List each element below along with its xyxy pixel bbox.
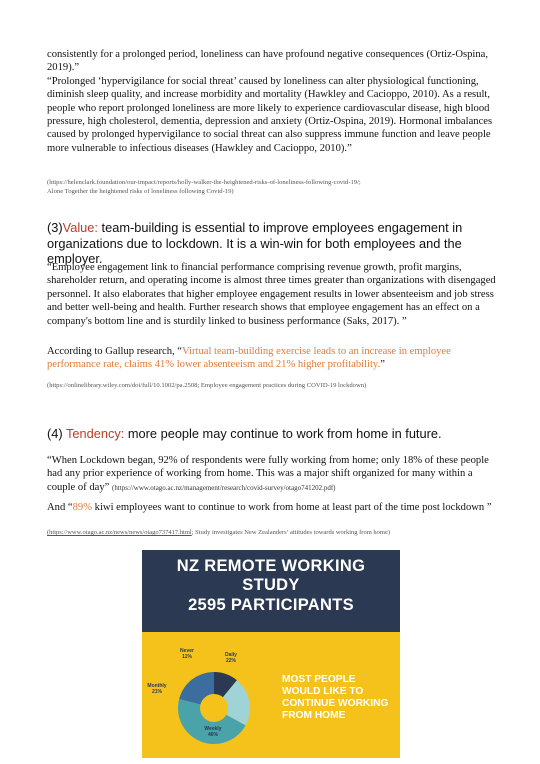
pie-label-monthly: Monthly 21% [147,683,167,695]
pie-label-never: Never 11% [180,648,194,660]
quote-2-prefix: And “ [47,502,73,513]
section-3-number: (3) [47,220,63,235]
intro-paragraph-2: “Prolonged ‘hypervigilance for social threat’ caused by loneliness can alter physiological functioning, diminish sleep quality, and increase morbidity and mortality (Hawkley and Cacioppo, 2010). As a result, people who report prolonged loneliness are more likely to experience cardiovascular disease, high blood pressure, high cholesterol, dementia, depression and anxiety (Ortiz-Ospina, 2019). Hormonal imbalances caused by prolonged hypervigilance to social threat can also suppress immune function and leave people more vulnerable to infectious diseases (Hawkley and Cacioppo, 2010).” [47,75,493,154]
section-3-keyword: Value: [62,220,98,235]
quote-1-citation: (https://www.otago.ac.nz/management/research/covid-survey/otago741202.pdf) [112,483,336,492]
pie-slice-monthly [179,672,214,705]
intro-citation-line-1: (https://helenclark.foundation/our-impact/reports/holly-walker-the-heightened-risks-of-loneliness-following-covid-19/; [47,179,361,186]
section-3-heading [47,220,499,267]
quote-2-paragraph [47,501,499,514]
pie-label-weekly: Weekly 46% [204,726,222,738]
gallup-suffix: ” [380,359,385,371]
section-3-gallup [47,345,499,372]
section-3-citation-text: (https://onlinelibrary.wiley.com/doi/full/10.1002/pa.2508; Employee engagement practices during COVID-19 lockdown) [47,382,367,389]
poster-title-line-2: STUDY [242,576,300,594]
poster-title-line-1: NZ REMOTE WORKING [176,557,366,575]
poster-title-line-3: 2595 PARTICIPANTS [188,596,354,614]
section-4-number: (4) [47,426,63,441]
section-4-quote-2 [47,501,499,514]
section-4-citation-text [47,528,499,537]
section-4-heading [47,426,499,442]
section-3-quote [47,261,499,328]
section-3-heading-text: team-building is essential to improve employees engagement in organizations due to lockdown. It is a win-win for both employees and the employer. [47,220,463,266]
intro-citation-line-2: Alone Together the heightened risks of loneliness following Covid-19) [47,188,234,195]
section-3-citation [47,381,499,390]
quote-2-text: kiwi employees want to continue to work from home at least part of the time post lockdown ” [92,502,492,513]
section-4-keyword: Tendency: [65,426,125,441]
intro-citation [47,178,499,196]
gallup-prefix: According to Gallup research, “ [47,346,183,357]
pie-label-daily: Daily 22% [225,652,237,664]
quote-2-highlight: 89% [72,502,93,513]
section-3-quote-text: “Employee engagement link to financial performance comprising revenue growth, profit margins, shareholder return, and operating income is almost three times greater than organizations with disengaged personnel. It also elaborates that higher employee engagement results in lower absenteeism and job stress and better well-being and health. Further research shows that employee engagement has an effect on a company's bottom line and is sturdily linked to business performance (Saks, 2017). ” [47,262,496,327]
section-4-citation-rest: ; Study investigates New Zealanders’ attitudes towards working from home) [191,529,390,536]
quote-1-paragraph [47,454,499,495]
intro-paragraph-1: consistently for a prolonged period, loneliness can have profound negative consequences (Ortiz-Ospina, 2019).” [47,49,488,74]
gallup-highlight: Virtual team-building exercise leads to an increase in employee performance rate, claims 41% lower absenteeism and 21% higher profitability. [47,346,451,371]
gallup-paragraph [47,345,499,372]
remote-working-poster [142,550,400,758]
section-4-quote-1 [47,454,499,495]
poster-message: MOST PEOPLE WOULD LIKE TO CONTINUE WORKING FROM HOME [282,674,389,721]
section-4-heading-text: more people may continue to work from home in future. [124,426,442,441]
otago-news-link[interactable]: (https://www.otago.ac.nz/news/news/otago737417.html [47,529,192,536]
intro-block [47,48,499,155]
section-4-citation [47,528,499,537]
quote-1-text: “When Lockdown began, 92% of respondents were fully working from home; only 18% of these people had any prior experience of working from home. This was a major shift organized for many within a couple of day” [47,455,489,493]
